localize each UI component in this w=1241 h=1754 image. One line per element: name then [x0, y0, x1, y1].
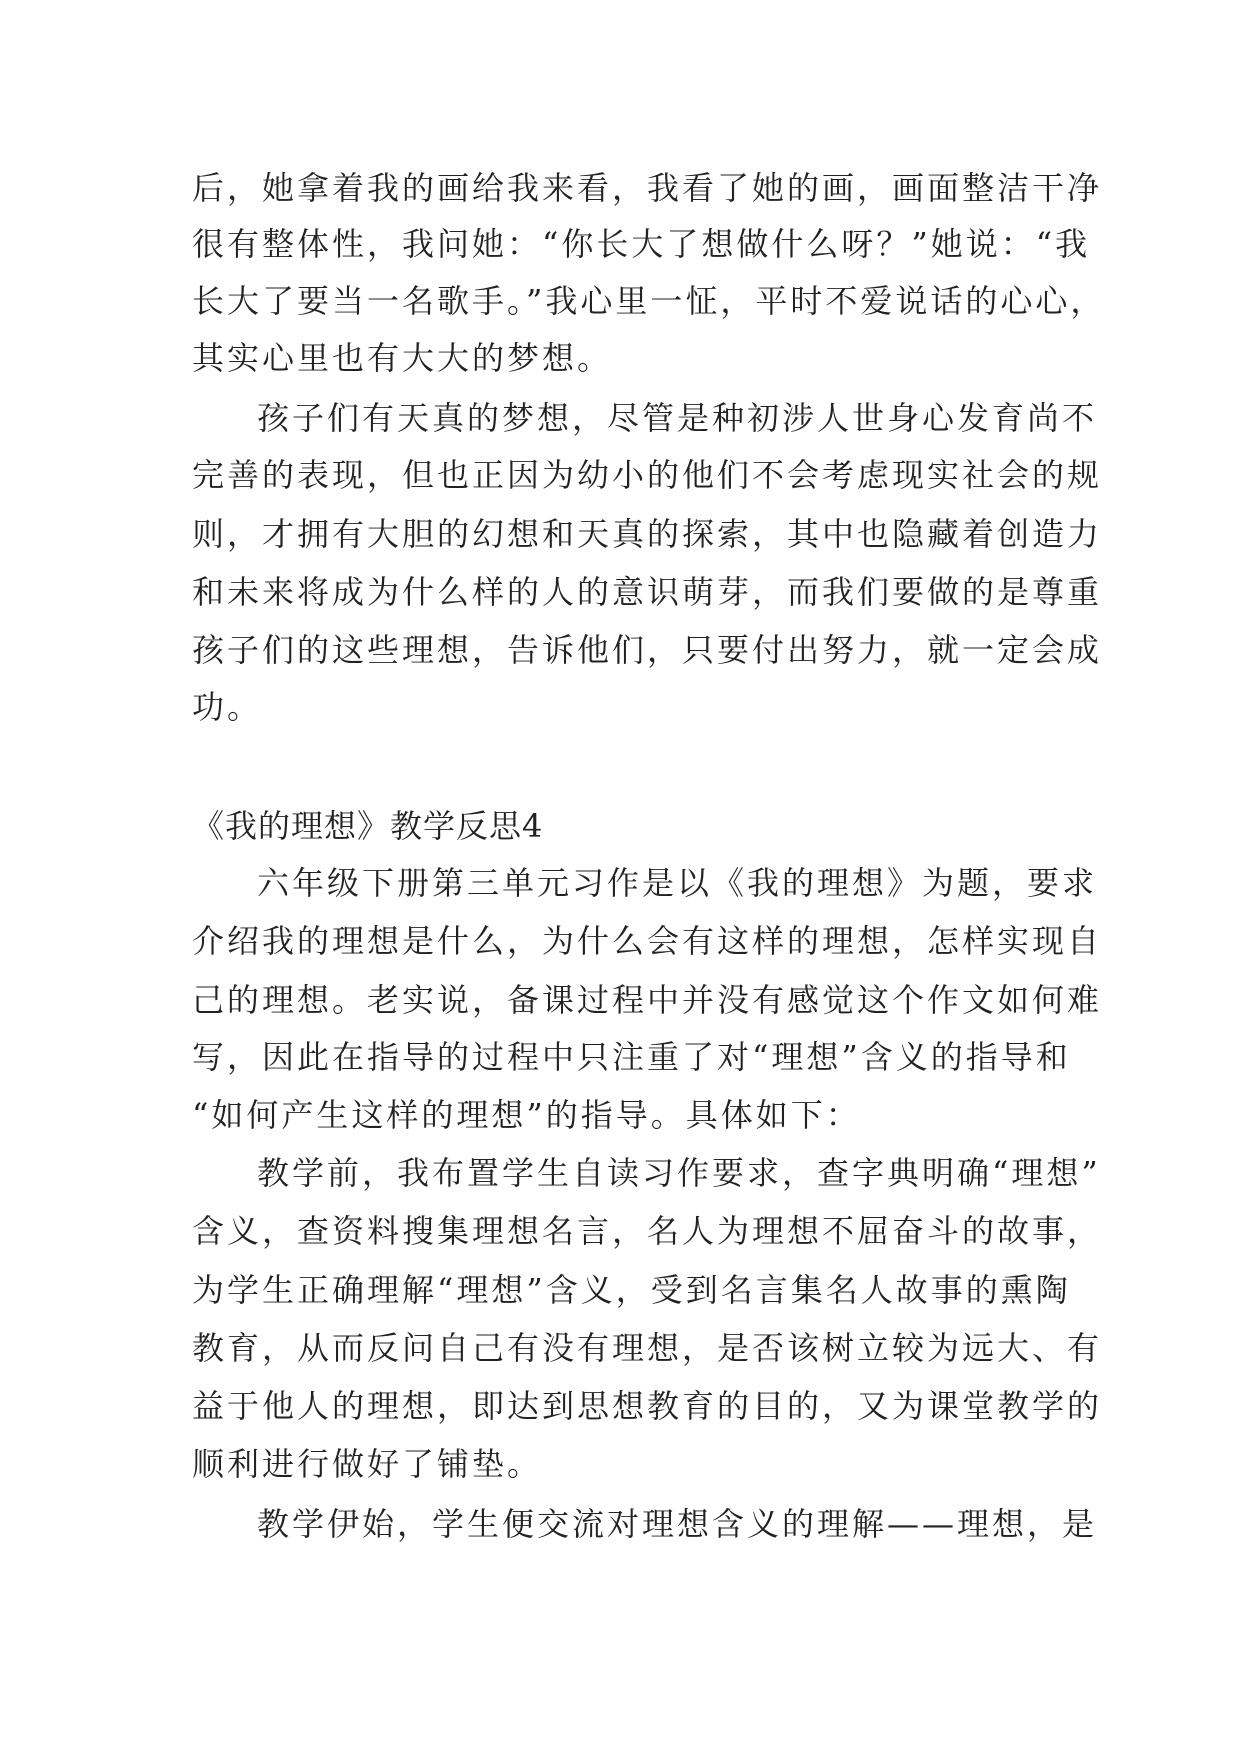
text-line: 含义，查资料搜集理想名言，名人为理想不屈奋斗的故事， — [192, 1212, 1103, 1250]
text-line: 孩子们的这些理想，告诉他们，只要付出努力，就一定会成 — [192, 631, 1103, 669]
text-line: 后，她拿着我的画给我来看，我看了她的画，画面整洁干净 — [192, 169, 1103, 207]
text-line: 长大了要当一名歌手。”我心里一怔，平时不爱说话的心心， — [192, 282, 1106, 320]
text-line: 顺利进行做好了铺垫。 — [192, 1445, 543, 1483]
text-line: 孩子们有天真的梦想，尽管是种初涉人世身心发育尚不 — [257, 399, 1098, 437]
text-line: 益于他人的理想，即达到思想教育的目的，又为课堂教学的 — [192, 1387, 1103, 1425]
text-line: 则，才拥有大胆的幻想和天真的探索，其中也隐藏着创造力 — [192, 515, 1103, 553]
text-line: 教学前，我布置学生自读习作要求，查字典明确“理想” — [257, 1154, 1101, 1192]
text-line: 六年级下册第三单元习作是以《我的理想》为题，要求 — [257, 864, 1098, 902]
text-line: 很有整体性，我问她：“你长大了想做什么呀？”她说：“我 — [192, 225, 1091, 263]
text-line: 其实心里也有大大的梦想。 — [192, 339, 613, 377]
text-line: 为学生正确理解“理想”含义，受到名言集名人故事的熏陶 — [192, 1271, 1071, 1309]
text-line: 写，因此在指导的过程中只注重了对“理想”含义的指导和 — [192, 1038, 1071, 1076]
text-line: 完善的表现，但也正因为幼小的他们不会考虑现实社会的规 — [192, 456, 1103, 494]
text-line: 己的理想。老实说，备课过程中并没有感觉这个作文如何难 — [192, 981, 1103, 1019]
text-line: 功。 — [192, 688, 263, 726]
section-title: 《我的理想》教学反思4 — [192, 807, 544, 845]
text-line: 教育，从而反问自己有没有理想，是否该树立较为远大、有 — [192, 1329, 1103, 1367]
text-line: 教学伊始，学生便交流对理想含义的理解——理想，是 — [257, 1505, 1098, 1543]
text-line: 和未来将成为什么样的人的意识萌芽，而我们要做的是尊重 — [192, 573, 1103, 611]
text-line: “如何产生这样的理想”的指导。具体如下： — [192, 1096, 861, 1134]
text-line: 介绍我的理想是什么，为什么会有这样的理想，怎样实现自 — [192, 922, 1103, 960]
